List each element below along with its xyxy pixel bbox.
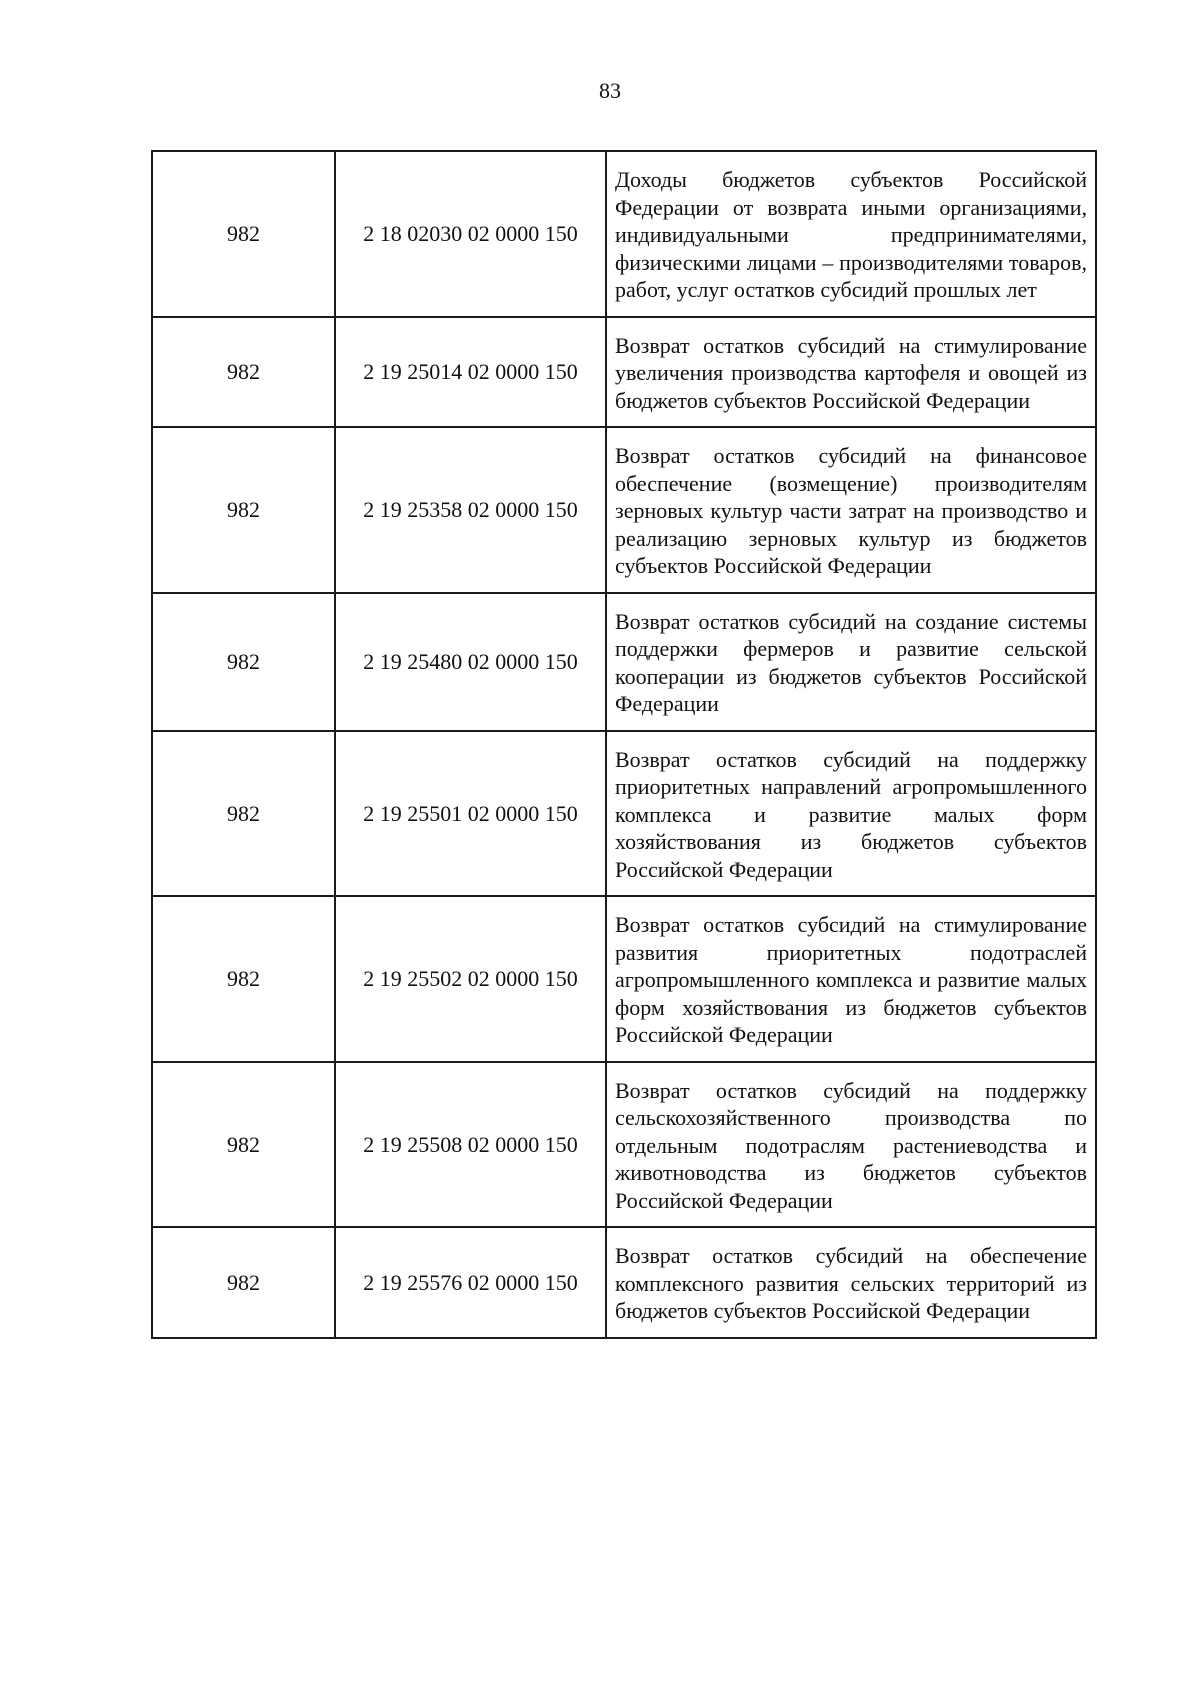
revenue-name-cell: Возврат остатков субсидий на обеспечение комплексного развития сельских территорий из бюджетов субъектов Российской Федерации — [606, 1227, 1096, 1338]
table-row — [152, 151, 1096, 317]
admin-code-cell: 982 — [152, 151, 335, 317]
budget-code-cell: 2 19 25502 02 0000 150 — [335, 896, 606, 1062]
budget-codes-table — [151, 150, 1097, 1339]
admin-code-cell: 982 — [152, 593, 335, 731]
table-row — [152, 427, 1096, 593]
budget-code-cell: 2 19 25501 02 0000 150 — [335, 731, 606, 897]
revenue-name-cell: Возврат остатков субсидий на поддержку сельскохозяйственного производства по отдельным подотраслям растениеводства и животноводства из бюджетов субъектов Российской Федерации — [606, 1062, 1096, 1228]
revenue-name-cell: Доходы бюджетов субъектов Российской Федерации от возврата иными организациями, индивидуальными предпринимателями, физическими лицами – производителями товаров, работ, услуг остатков субсидий прошлых лет — [606, 151, 1096, 317]
table-row — [152, 731, 1096, 897]
budget-code-cell: 2 19 25508 02 0000 150 — [335, 1062, 606, 1228]
page-number: 83 — [599, 78, 621, 103]
revenue-name-cell: Возврат остатков субсидий на стимулирование увеличения производства картофеля и овощей из бюджетов субъектов Российской Федерации — [606, 317, 1096, 428]
admin-code-cell: 982 — [152, 1227, 335, 1338]
budget-code-cell: 2 19 25480 02 0000 150 — [335, 593, 606, 731]
revenue-name-cell: Возврат остатков субсидий на финансовое обеспечение (возмещение) производителям зерновых культур части затрат на производство и реализацию зерновых культур из бюджетов субъектов Российской Федерации — [606, 427, 1096, 593]
budget-code-cell: 2 19 25358 02 0000 150 — [335, 427, 606, 593]
table-row — [152, 1227, 1096, 1338]
budget-code-cell: 2 18 02030 02 0000 150 — [335, 151, 606, 317]
admin-code-cell: 982 — [152, 896, 335, 1062]
admin-code-cell: 982 — [152, 317, 335, 428]
budget-code-cell: 2 19 25014 02 0000 150 — [335, 317, 606, 428]
admin-code-cell: 982 — [152, 427, 335, 593]
table-row — [152, 593, 1096, 731]
revenue-name-cell: Возврат остатков субсидий на создание системы поддержки фермеров и развитие сельской кооперации из бюджетов субъектов Российской Федерации — [606, 593, 1096, 731]
revenue-name-cell: Возврат остатков субсидий на поддержку приоритетных направлений агропромышленного комплекса и развитие малых форм хозяйствования из бюджетов субъектов Российской Федерации — [606, 731, 1096, 897]
table-row — [152, 1062, 1096, 1228]
budget-code-cell: 2 19 25576 02 0000 150 — [335, 1227, 606, 1338]
table-row — [152, 317, 1096, 428]
admin-code-cell: 982 — [152, 731, 335, 897]
admin-code-cell: 982 — [152, 1062, 335, 1228]
table-row — [152, 896, 1096, 1062]
revenue-name-cell: Возврат остатков субсидий на стимулирование развития приоритетных подотраслей агропромышленного комплекса и развитие малых форм хозяйствования из бюджетов субъектов Российской Федерации — [606, 896, 1096, 1062]
